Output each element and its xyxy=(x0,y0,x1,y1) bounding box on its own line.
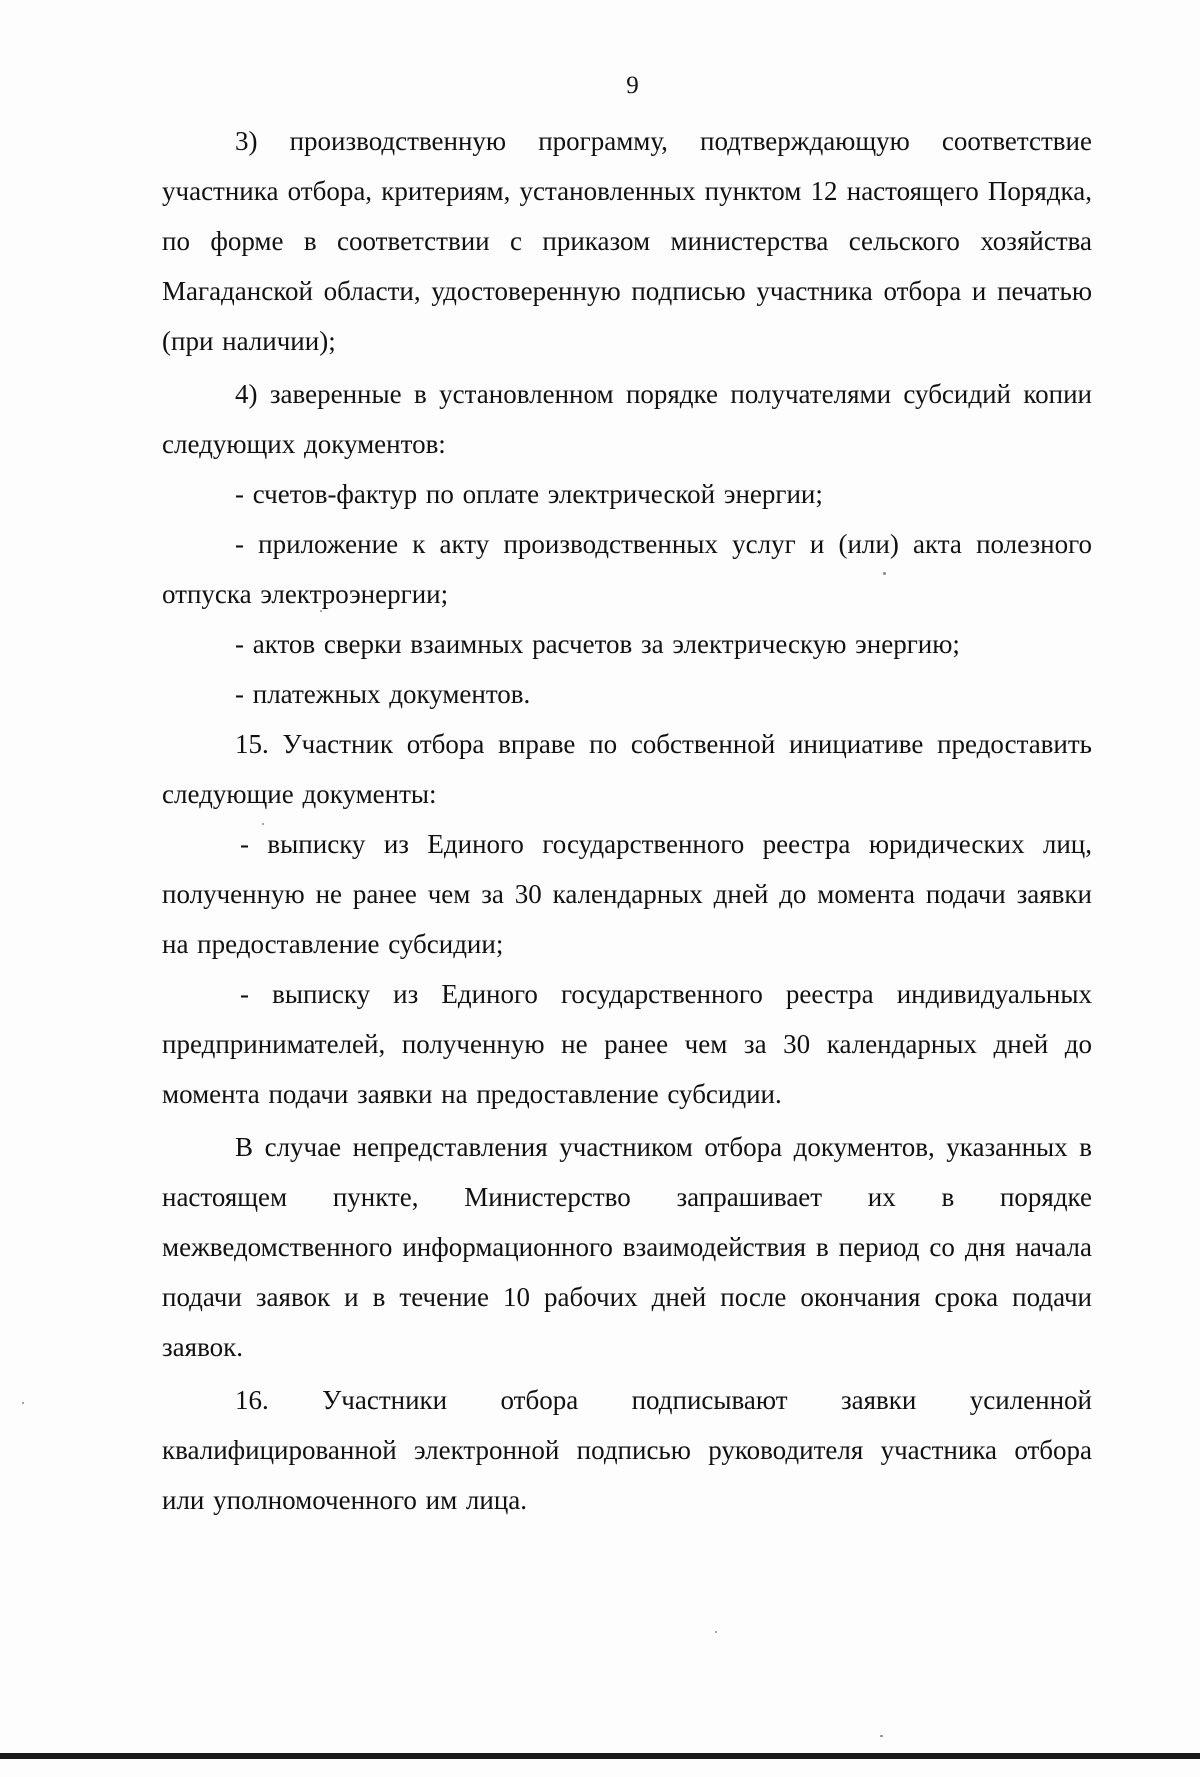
list-item-act-appendix: - приложение к акту производственных услуг и (или) акта полезного отпуска электроэнергии; xyxy=(162,529,1092,609)
paragraph-item-4-certified-copies: 4) заверенные в установленном порядке получателями субсидий копии следующих документов: xyxy=(162,379,1092,459)
paragraph-item-3-production-program: 3) производственную программу, подтверждающую соответствие участника отбора, критериям, установленных пунктом 12 настоящего Порядка, по форме в соответствии с приказом министерства сельского хозяйства Магаданской области, удостоверенную подписью участника отбора и печатью (при наличии); xyxy=(162,126,1092,356)
document-body xyxy=(162,116,1092,1525)
page-number: 9 xyxy=(626,72,639,99)
scan-speck xyxy=(883,572,886,575)
paragraph-interagency-request: В случае непредставления участником отбора документов, указанных в настоящем пункте, Министерство запрашивает их в порядке межведомственного информационного взаимодействия в период со дня начала подачи заявок и в течение 10 рабочих дней после окончания срока подачи заявок. xyxy=(162,1132,1092,1362)
list-item-reconciliation-acts: - актов сверки взаимных расчетов за электрическую энергию; xyxy=(235,629,960,659)
list-item-legal-entities-extract: - выписку из Единого государственного реестра юридических лиц, полученную не ранее чем за 30 календарных дней до момента подачи заявки на предоставление субсидии; xyxy=(162,829,1092,959)
list-item-payment-documents: - платежных документов. xyxy=(235,679,531,709)
paragraph-clause-16: 16. Участники отбора подписывают заявки усиленной квалифицированной электронной подписью руководителя участника отбора или уполномоченного им лица. xyxy=(162,1385,1092,1515)
scan-speck xyxy=(262,823,264,825)
scan-bottom-edge xyxy=(0,1753,1200,1759)
scan-speck xyxy=(22,1402,24,1404)
scan-speck xyxy=(715,1631,717,1633)
list-item-entrepreneurs-extract: - выписку из Единого государственного реестра индивидуальных предпринимателей, полученную не ранее чем за 30 календарных дней до момента подачи заявки на предоставление субсидии. xyxy=(162,979,1092,1109)
paragraph-clause-15: 15. Участник отбора вправе по собственной инициативе предоставить следующие документы: xyxy=(162,729,1092,809)
list-item-invoices: - счетов-фактур по оплате электрической энергии; xyxy=(235,479,823,509)
scan-speck xyxy=(320,610,322,612)
scan-speck xyxy=(880,1735,883,1737)
